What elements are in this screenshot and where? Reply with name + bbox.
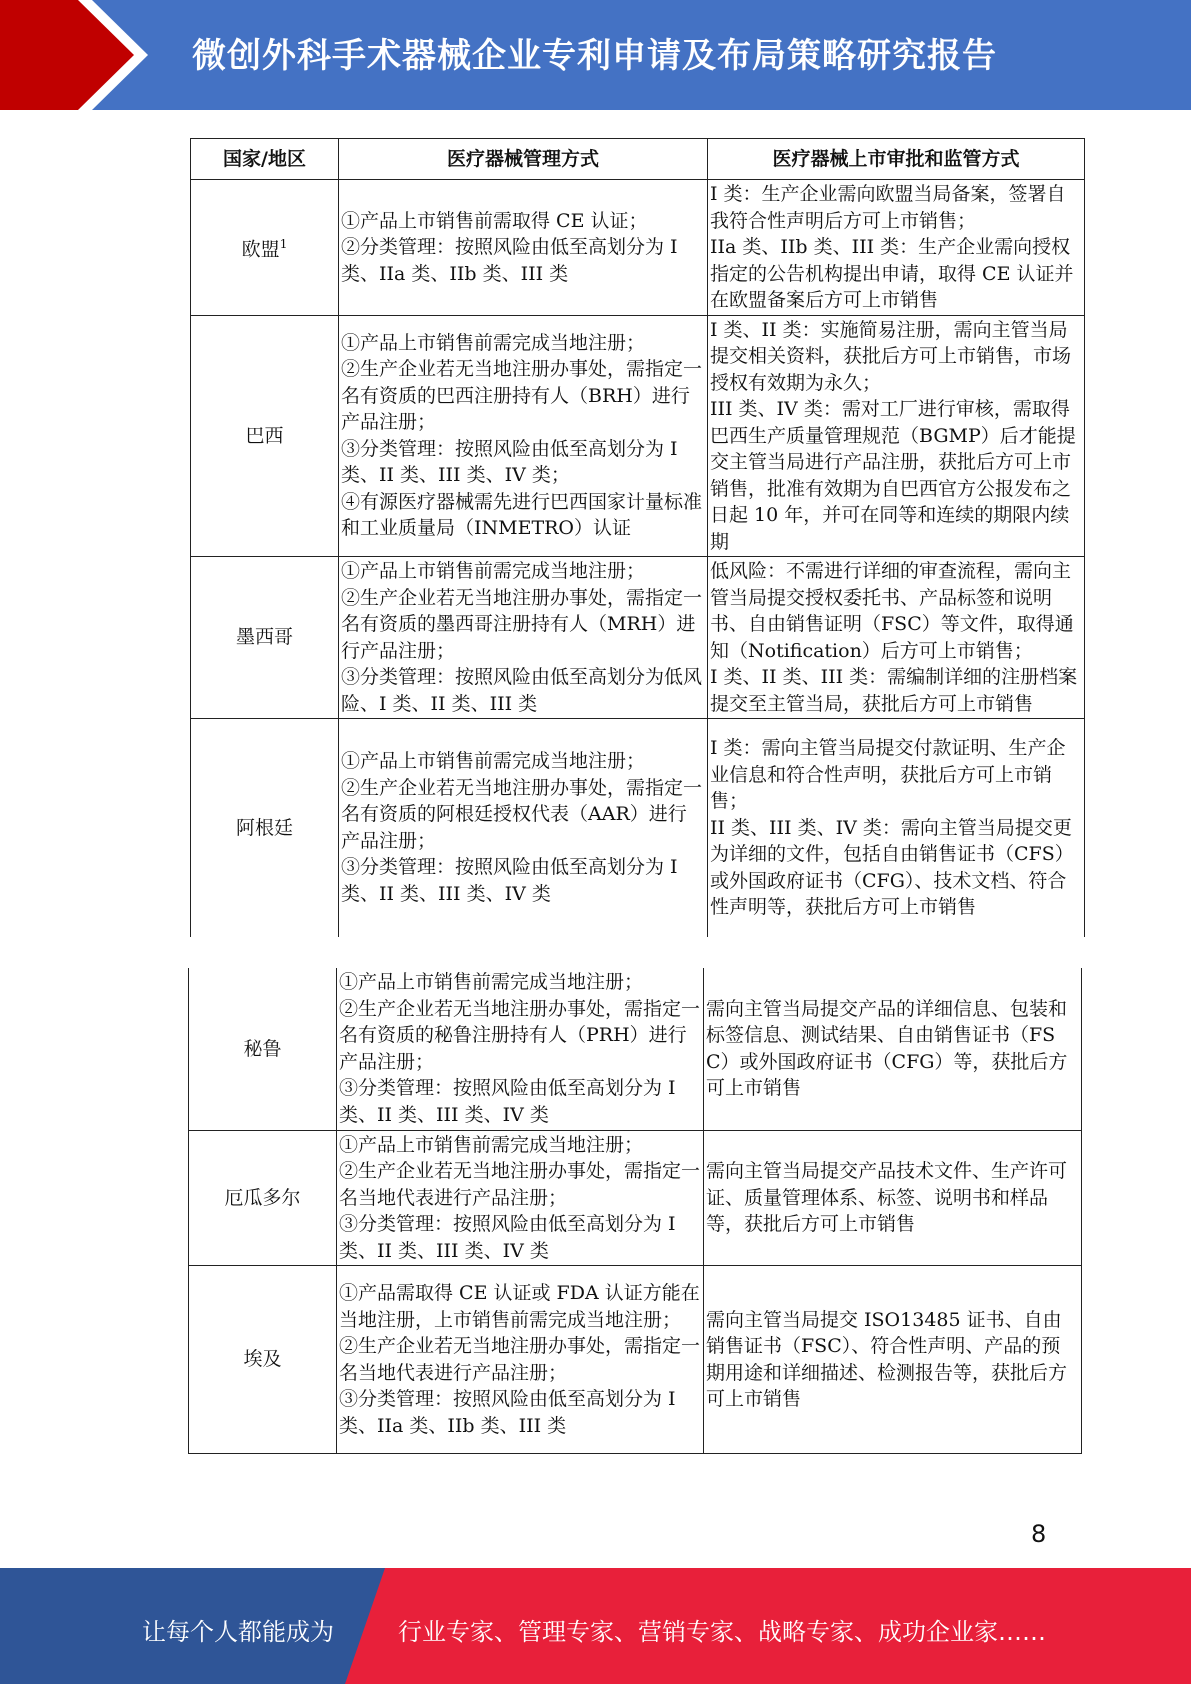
management-cell: ①产品上市销售前需取得 CE 认证； ②分类管理：按照风险由低至高划分为 I 类、IIa 类、IIb 类、III 类 [339, 180, 708, 316]
regulation-table-continued [188, 968, 1082, 1454]
report-title: 微创外科手术器械企业专利申请及布局策略研究报告 [192, 36, 997, 76]
approval-cell: I 类：需向主管当局提交付款证明、生产企业信息和符合性声明，获批后方可上市销售； II 类、III 类、IV 类：需向主管当局提交更为详细的文件，包括自由销售证书（CFS）或外国政府证书（CFG）、技术文档、符合性声明等，获批后方可上市销售 [708, 719, 1085, 937]
approval-cell: I 类、II 类：实施简易注册，需向主管当局提交相关资料，获批后方可上市销售，市场授权有效期为永久； III 类、IV 类：需对工厂进行审核，需取得巴西生产质量管理规范（BGMP）后才能提交主管当局进行产品注册，获批后方可上市销售，批准有效期为自巴西官方公报发布之日起 10 年，并可在同等和连续的期限内续期 [708, 315, 1085, 557]
header-country: 国家/地区 [191, 139, 339, 180]
header-banner [0, 0, 1191, 110]
table-row [189, 968, 1082, 1130]
footer-slogan-right: 行业专家、管理专家、营销专家、战略专家、成功企业家…… [398, 1618, 1046, 1646]
management-cell: ①产品上市销售前需完成当地注册； ②生产企业若无当地注册办事处，需指定一名有资质的墨西哥注册持有人（MRH）进行产品注册； ③分类管理：按照风险由低至高划分为低风险、I 类、II 类、III 类 [339, 557, 708, 719]
table-row [189, 1266, 1082, 1454]
management-cell: ①产品需取得 CE 认证或 FDA 认证方能在当地注册，上市销售前需完成当地注册； ②生产企业若无当地注册办事处，需指定一名当地代表进行产品注册； ③分类管理：按照风险由低至高划分为 I 类、IIa 类、IIb 类、III 类 [337, 1266, 704, 1454]
country-cell: 阿根廷 [191, 719, 339, 937]
approval-cell: I 类：生产企业需向欧盟当局备案，签署自我符合性声明后方可上市销售； IIa 类、IIb 类、III 类：生产企业需向授权指定的公告机构提出申请，取得 CE 认证并在欧盟备案后方可上市销售 [708, 180, 1085, 316]
table-row [191, 180, 1085, 316]
approval-cell: 需向主管当局提交产品技术文件、生产许可证、质量管理体系、标签、说明书和样品等，获批后方可上市销售 [704, 1130, 1082, 1266]
footer-slogan-left: 让每个人都能成为 [142, 1618, 334, 1646]
header-management: 医疗器械管理方式 [339, 139, 708, 180]
country-cell: 巴西 [191, 315, 339, 557]
approval-cell: 低风险：不需进行详细的审查流程，需向主管当局提交授权委托书、产品标签和说明书、自由销售证明（FSC）等文件，取得通知（Notification）后方可上市销售； I 类、II 类、III 类：需编制详细的注册档案提交至主管当局，获批后方可上市销售 [708, 557, 1085, 719]
table-row [191, 315, 1085, 557]
approval-cell: 需向主管当局提交 ISO13485 证书、自由销售证书（FSC）、符合性声明、产品的预期用途和详细描述、检测报告等，获批后方可上市销售 [704, 1266, 1082, 1454]
country-cell: 欧盟$^1$ [191, 180, 339, 316]
country-cell: 厄瓜多尔 [189, 1130, 337, 1266]
table-row [191, 557, 1085, 719]
page-number: 8 [1031, 1520, 1047, 1548]
country-cell: 埃及 [189, 1266, 337, 1454]
country-cell: 墨西哥 [191, 557, 339, 719]
table-row [191, 719, 1085, 937]
table-row [189, 1130, 1082, 1266]
table-header-row [191, 139, 1085, 180]
header-red-chevron [0, 0, 150, 110]
header-approval: 医疗器械上市审批和监管方式 [708, 139, 1085, 180]
management-cell: ①产品上市销售前需完成当地注册； ②生产企业若无当地注册办事处，需指定一名当地代表进行产品注册； ③分类管理：按照风险由低至高划分为 I 类、II 类、III 类、IV 类 [337, 1130, 704, 1266]
management-cell: ①产品上市销售前需完成当地注册； ②生产企业若无当地注册办事处，需指定一名有资质的阿根廷授权代表（AAR）进行产品注册； ③分类管理：按照风险由低至高划分为 I 类、II 类、III 类、IV 类 [339, 719, 708, 937]
approval-cell: 需向主管当局提交产品的详细信息、包装和标签信息、测试结果、自由销售证书（FSC）或外国政府证书（CFG）等，获批后方可上市销售 [704, 968, 1082, 1130]
regulation-table [190, 138, 1085, 937]
footer-banner [0, 1568, 1191, 1684]
management-cell: ①产品上市销售前需完成当地注册； ②生产企业若无当地注册办事处，需指定一名有资质的巴西注册持有人（BRH）进行产品注册； ③分类管理：按照风险由低至高划分为 I 类、II 类、III 类、IV 类； ④有源医疗器械需先进行巴西国家计量标准和工业质量局（INMETRO）认证 [339, 315, 708, 557]
footnote-mark: 1 [279, 237, 288, 252]
country-cell: 秘鲁 [189, 968, 337, 1130]
management-cell: ①产品上市销售前需完成当地注册； ②生产企业若无当地注册办事处，需指定一名有资质的秘鲁注册持有人（PRH）进行产品注册； ③分类管理：按照风险由低至高划分为 I 类、II 类、III 类、IV 类 [337, 968, 704, 1130]
